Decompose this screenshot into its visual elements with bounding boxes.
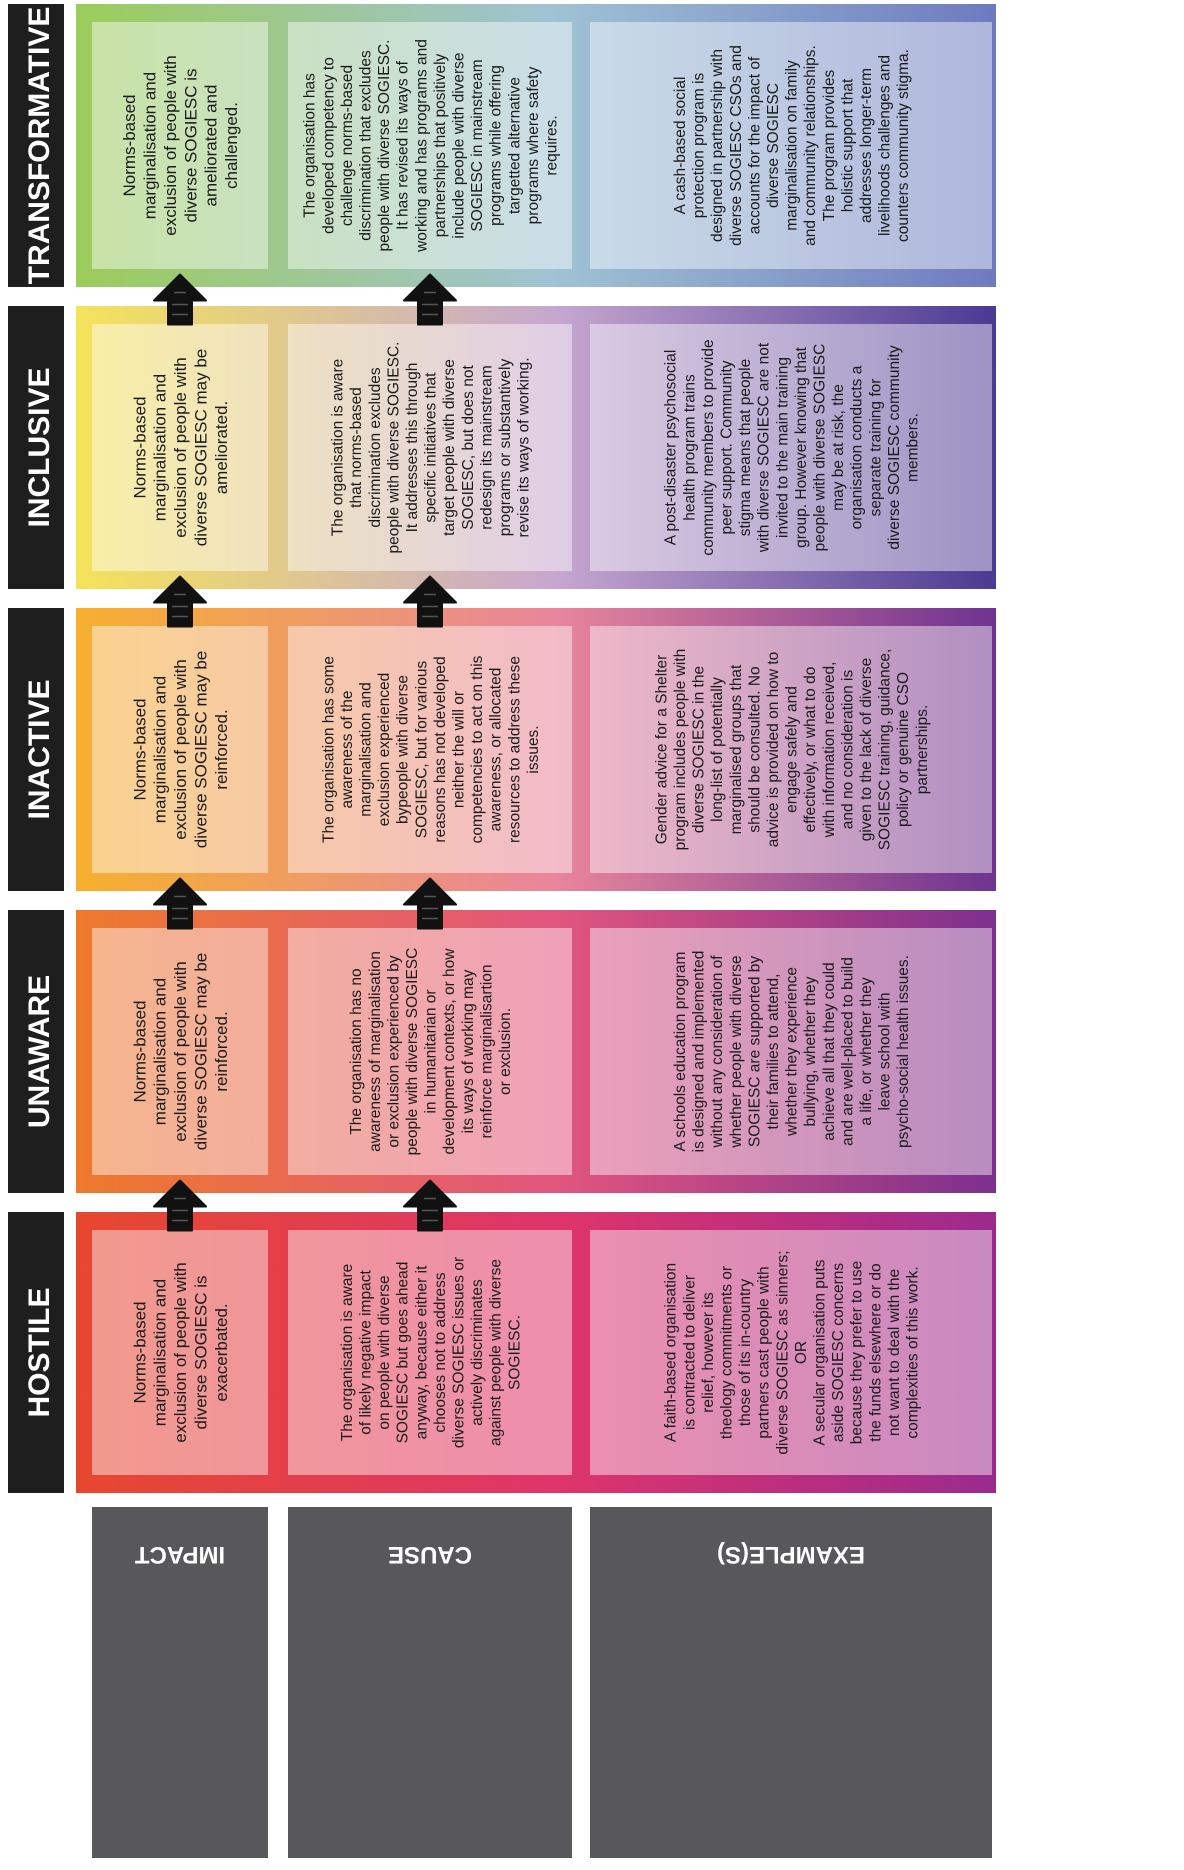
svg-text:Norms-basedmarginalisation and: Norms-basedmarginalisation andexclusion of people withdiverse SOGIESC isexacerbated. bbox=[130, 1262, 231, 1443]
cause-text-hostile bbox=[339, 1257, 523, 1448]
svg-text:A schools education programis: A schools education program is designed and implemented without any consideration of whether people with diverse SOGIESC are supported by their families to attend, whether they experience bullying, whether they achieve all that they could and are well-placed to build a life, or whether they leave school with psycho-social health issues. bbox=[671, 950, 913, 1153]
stage-name-transformative: TRANSFORMATIVE bbox=[23, 6, 56, 285]
stage-label-unaware bbox=[8, 910, 64, 1193]
row-header-impact bbox=[92, 1507, 268, 1858]
row-header-examples bbox=[590, 1507, 992, 1858]
row-header-cause bbox=[288, 1507, 572, 1858]
svg-text:Norms-basedmarginalisation and: Norms-basedmarginalisation andexclusion of people withdiverse SOGIESC isameliorated andchallenged. bbox=[120, 55, 242, 236]
svg-text:Gender advice for a Shelterpro: Gender advice for a Shelter program includes people with diverse SOGIESC in the long-list of potentially marginalised groups that should be consulted. No advice is provided on how to engage safely and effectively, or what to do with information received, and no consideration is given to the lack of diverse SOGIESC training, guidance, policy or genuine CSO partnerships. bbox=[653, 648, 931, 851]
svg-text:Norms-basedmarginalisation and: Norms-basedmarginalisation andexclusion of people withdiverse SOGIESC may bereinforced. bbox=[130, 650, 231, 849]
svg-text:A faith-based organisationis c: A faith-based organisation is contracted to deliver relief, however its theology commitments or those of its in-country partners cast people with diverse SOGIESC as sinners; OR A secular organisation puts aside SOGIESC concerns because they prefer to use the funds elsewhere or do not want to deal with the complexities of this work. bbox=[662, 1250, 922, 1455]
stage-label-hostile bbox=[8, 1212, 64, 1493]
row-header-label: EXAMPLE(S) bbox=[716, 1541, 866, 1568]
svg-text:The organisation has someaware: The organisation has some awareness of the marginalisation and exclusion experienced bypeople with diverse SOGIESC, but for various reasons has not developed neither the will or competencies to act on this awareness, or allocated resources to address these issues. bbox=[320, 655, 542, 844]
stage-name-inclusive: INCLUSIVE bbox=[23, 367, 56, 528]
stage-label-transformative bbox=[8, 4, 64, 287]
stage-label-inclusive bbox=[8, 306, 64, 589]
stage-name-inactive: INACTIVE bbox=[23, 679, 56, 820]
svg-text:The organisation is awarethat: The organisation is aware that norms-based discrimination excludes people with diverse SOGIESC. It addresses this through specific initiatives that target people with diverse SOGIESC, but does not redesign its mainstream programs or substantively revise its ways of working. bbox=[329, 341, 533, 554]
svg-text:A cash-based socialprotection: A cash-based social protection program is designed in partnership with diverse SOGIESC CSOs and accounts for the impact of diverse SOGIESC marginalisation on family and community relationships. The program provides holistic support that addresses longer-term livelihoods challenges and counters community stigma. bbox=[671, 45, 913, 246]
svg-text:Norms-basedmarginalisation and: Norms-basedmarginalisation andexclusion of people withdiverse SOGIESC may bereinforced. bbox=[130, 952, 231, 1151]
impact-box-transformative bbox=[92, 22, 268, 269]
svg-text:Norms-basedmarginalisation and: Norms-basedmarginalisation andexclusion of people withdiverse SOGIESC may beameliorated. bbox=[130, 348, 231, 547]
svg-text:The organisation hasdeveloped: The organisation has developed competency to challenge norms-based discrimination that excludes people with diverse SOGIESC. It has revised its ways of working and has programs and partnerships that positively include people with diverse SOGIESC in mainstream programs while offering targetted alternative programs where safety requires. bbox=[301, 39, 561, 252]
stage-label-inactive bbox=[8, 608, 64, 891]
row-header-label: IMPACT bbox=[134, 1541, 226, 1568]
stage-name-hostile: HOSTILE bbox=[23, 1287, 56, 1418]
row-header-label: CAUSE bbox=[387, 1541, 473, 1568]
svg-text:A post-disaster psychosocialhe: A post-disaster psychosocial health program trains community members to provide peer support. Community stigma means that people with diverse SOGIESC are not invited to the main training group. However knowing that people with diverse SOGIESC may be at risk, the organisation conducts a separate training for diverse SOGIESC community members. bbox=[662, 339, 922, 556]
svg-text:The organisation has noawarene: The organisation has no awareness of marginalisation or exclusion experienced by people with diverse SOGIESC in humanitarian or development contexts, or how its ways of working may reinforce marginalisartion or exclusion. bbox=[348, 947, 514, 1156]
stage-name-unaware: UNAWARE bbox=[23, 974, 56, 1129]
svg-text:The organisation is awareof li: The organisation is aware of likely negative impact on people with diverse SOGIESC but goes ahead anyway, because either it chooses not to address diverse SOGIESC issues or actively discriminates against people with diverse SOGIESC. bbox=[338, 1256, 524, 1449]
